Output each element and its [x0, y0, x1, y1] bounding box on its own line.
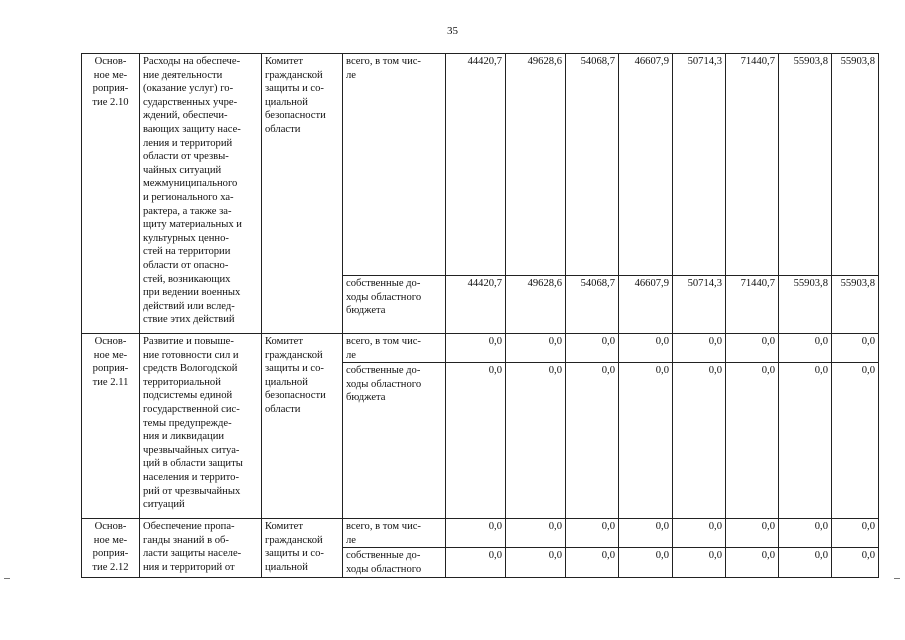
value-cell: 0,0: [446, 363, 506, 519]
value-cell: 0,0: [619, 548, 673, 577]
value-cell: 0,0: [446, 548, 506, 577]
value-cell: 0,0: [506, 363, 566, 519]
description-cell: Развитие и повыше- ние готовности сил и средств Вологодской территориальной подсистемы единой государственной сис- темы предупрежде- ния и ликвидации чрезвычайных ситуа- ций в области защиты населения и террито- рий от чрезвычайных ситуаций: [140, 334, 262, 519]
value-cell: 50714,3: [673, 54, 726, 276]
scan-margin-mark: [894, 578, 900, 579]
value-cell: 0,0: [673, 548, 726, 577]
value-cell: 71440,7: [726, 54, 779, 276]
value-cell: 0,0: [673, 334, 726, 363]
value-cell: 0,0: [566, 334, 619, 363]
funding-source-cell: собственные до- ходы областного: [343, 548, 446, 577]
value-cell: 44420,7: [446, 54, 506, 276]
value-cell: 0,0: [506, 548, 566, 577]
value-cell: 0,0: [566, 548, 619, 577]
table-row: [82, 54, 879, 276]
value-cell: 46607,9: [619, 276, 673, 334]
value-cell: 0,0: [726, 548, 779, 577]
activity-cell: Основ- ное ме- роприя- тие 2.12: [82, 519, 140, 577]
value-cell: 0,0: [619, 519, 673, 548]
value-cell: 55903,8: [779, 276, 832, 334]
value-cell: 49628,6: [506, 54, 566, 276]
value-cell: 0,0: [726, 519, 779, 548]
value-cell: 0,0: [779, 334, 832, 363]
value-cell: 55903,8: [832, 54, 879, 276]
value-cell: 50714,3: [673, 276, 726, 334]
description-cell: Расходы на обеспече- ние деятельности (оказание услуг) го- сударственных учре- ждений, обеспечи- вающих защиту насе- ления и территорий области от чрезвы- чайных ситуаций межмуниципального и регионального ха- рактера, а также за- щиту материальных и культурных ценно- стей на территории области от опасно- стей, возникающих при ведении военных действий или вслед- ствие этих действий: [140, 54, 262, 334]
funding-source-cell: собственные до- ходы областного бюджета: [343, 363, 446, 519]
value-cell: 0,0: [619, 334, 673, 363]
value-cell: 54068,7: [566, 276, 619, 334]
value-cell: 0,0: [726, 334, 779, 363]
value-cell: 0,0: [673, 519, 726, 548]
value-cell: 46607,9: [619, 54, 673, 276]
executor-cell: Комитет гражданской защиты и со- циальной безопасности области: [262, 54, 343, 334]
value-cell: 0,0: [506, 519, 566, 548]
executor-cell: Комитет гражданской защиты и со- циальной: [262, 519, 343, 577]
executor-cell: Комитет гражданской защиты и со- циальной безопасности области: [262, 334, 343, 519]
value-cell: 54068,7: [566, 54, 619, 276]
value-cell: 0,0: [506, 334, 566, 363]
activity-cell: Основ- ное ме- роприя- тие 2.10: [82, 54, 140, 334]
value-cell: 0,0: [619, 363, 673, 519]
value-cell: 0,0: [779, 363, 832, 519]
value-cell: 0,0: [832, 519, 879, 548]
value-cell: 0,0: [446, 519, 506, 548]
description-cell: Обеспечение пропа- ганды знаний в об- ласти защиты населе- ния и территорий от: [140, 519, 262, 577]
value-cell: 0,0: [832, 548, 879, 577]
funding-source-cell: всего, в том чис- ле: [343, 54, 446, 276]
value-cell: 0,0: [673, 363, 726, 519]
value-cell: 0,0: [832, 363, 879, 519]
funding-source-cell: всего, в том чис- ле: [343, 334, 446, 363]
value-cell: 71440,7: [726, 276, 779, 334]
value-cell: 44420,7: [446, 276, 506, 334]
value-cell: 0,0: [446, 334, 506, 363]
table-row: [82, 519, 879, 548]
table-row: [82, 334, 879, 363]
value-cell: 0,0: [566, 519, 619, 548]
scan-margin-mark: [4, 578, 10, 579]
activity-cell: Основ- ное ме- роприя- тие 2.11: [82, 334, 140, 519]
funding-source-cell: всего, в том чис- ле: [343, 519, 446, 548]
value-cell: 0,0: [566, 363, 619, 519]
budget-table: [81, 53, 879, 578]
value-cell: 0,0: [779, 519, 832, 548]
value-cell: 0,0: [726, 363, 779, 519]
value-cell: 0,0: [779, 548, 832, 577]
page-number: 35: [447, 25, 458, 37]
value-cell: 55903,8: [779, 54, 832, 276]
value-cell: 49628,6: [506, 276, 566, 334]
value-cell: 55903,8: [832, 276, 879, 334]
funding-source-cell: собственные до- ходы областного бюджета: [343, 276, 446, 334]
value-cell: 0,0: [832, 334, 879, 363]
